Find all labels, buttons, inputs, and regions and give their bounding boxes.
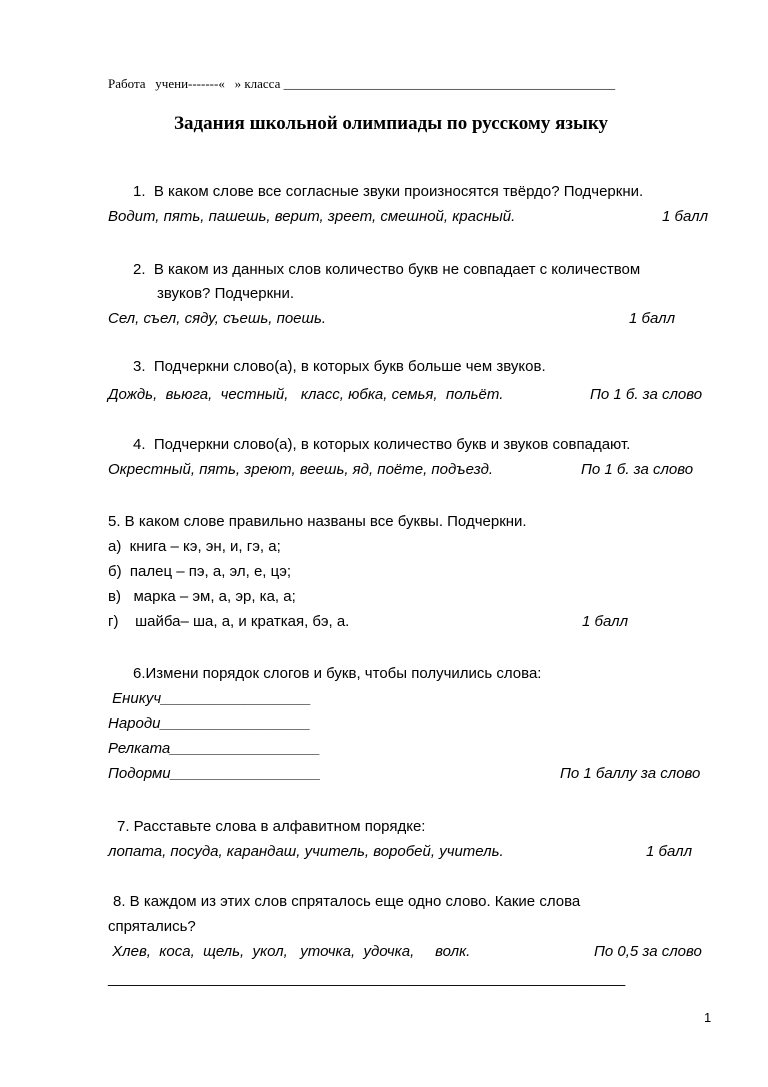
task-7-score: 1 балл bbox=[646, 843, 693, 860]
task-3-words: Дождь, вьюга, честный, класс, юбка, семья, польёт. bbox=[108, 386, 504, 403]
task-5-option-a: а) книга – кэ, эн, и, гэ, а; bbox=[108, 538, 281, 555]
task-6-question: 6.Измени порядок слогов и букв, чтобы получились слова: bbox=[133, 665, 542, 682]
task-2-question-line2: звуков? Подчеркни. bbox=[157, 285, 295, 302]
task-8-score: По 0,5 за слово bbox=[594, 943, 702, 960]
task-2-score: 1 балл bbox=[629, 310, 676, 327]
task-4-question: 4. Подчеркни слово(а), в которых количество букв и звуков совпадают. bbox=[133, 436, 631, 453]
task-6-item-3: Релката__________________ bbox=[108, 740, 321, 757]
header-line: Работа учени-------« » класса ___________________________________________________ bbox=[108, 76, 616, 91]
page-number: 1 bbox=[704, 1010, 712, 1025]
task-8-question-line1: 8. В каждом из этих слов спряталось еще одно слово. Какие слова bbox=[113, 893, 581, 910]
task-6-item-2: Народи__________________ bbox=[108, 715, 311, 732]
task-3-score: По 1 б. за слово bbox=[590, 386, 703, 403]
task-4-score: По 1 б. за слово bbox=[581, 461, 694, 478]
task-3-question: 3. Подчеркни слово(а), в которых букв больше чем звуков. bbox=[133, 358, 546, 375]
task-7-question: 7. Расставьте слова в алфавитном порядке: bbox=[117, 818, 426, 835]
task-6-item-4: Подорми__________________ bbox=[108, 765, 321, 782]
task-6-score: По 1 баллу за слово bbox=[560, 765, 701, 782]
task-6-item-1: Еникуч__________________ bbox=[108, 690, 312, 707]
task-2-words: Сел, съел, сяду, съешь, поешь. bbox=[108, 310, 327, 327]
task-1-words: Водит, пять, пашешь, верит, зреет, смешной, красный. bbox=[108, 208, 516, 225]
task-5-option-d: г) шайба– ша, а, и краткая, бэ, а. bbox=[108, 613, 350, 630]
task-1-question: 1. В каком слове все согласные звуки произносятся твёрдо? Подчеркни. bbox=[133, 183, 644, 200]
task-8-answer-line: ______________________________________________________________ bbox=[108, 970, 626, 987]
task-8-question-line2: спрятались? bbox=[108, 918, 196, 935]
task-4-words: Окрестный, пять, зреют, веешь, яд, поёте, подъезд. bbox=[108, 461, 494, 478]
task-7-words: лопата, посуда, карандаш, учитель, воробей, учитель. bbox=[108, 843, 504, 860]
page-title: Задания школьной олимпиады по русскому языку bbox=[174, 113, 609, 134]
task-1-score: 1 балл bbox=[662, 208, 709, 225]
task-5-score: 1 балл bbox=[582, 613, 629, 630]
task-2-question-line1: 2. В каком из данных слов количество букв не совпадает с количеством bbox=[133, 261, 641, 278]
task-5-option-b: б) палец – пэ, а, эл, е, цэ; bbox=[108, 563, 292, 580]
task-5-option-c: в) марка – эм, а, эр, ка, а; bbox=[108, 588, 296, 605]
task-8-words: Хлев, коса, щель, укол, уточка, удочка, волк. bbox=[108, 943, 471, 960]
task-5-question: 5. В каком слове правильно названы все буквы. Подчеркни. bbox=[108, 513, 527, 530]
